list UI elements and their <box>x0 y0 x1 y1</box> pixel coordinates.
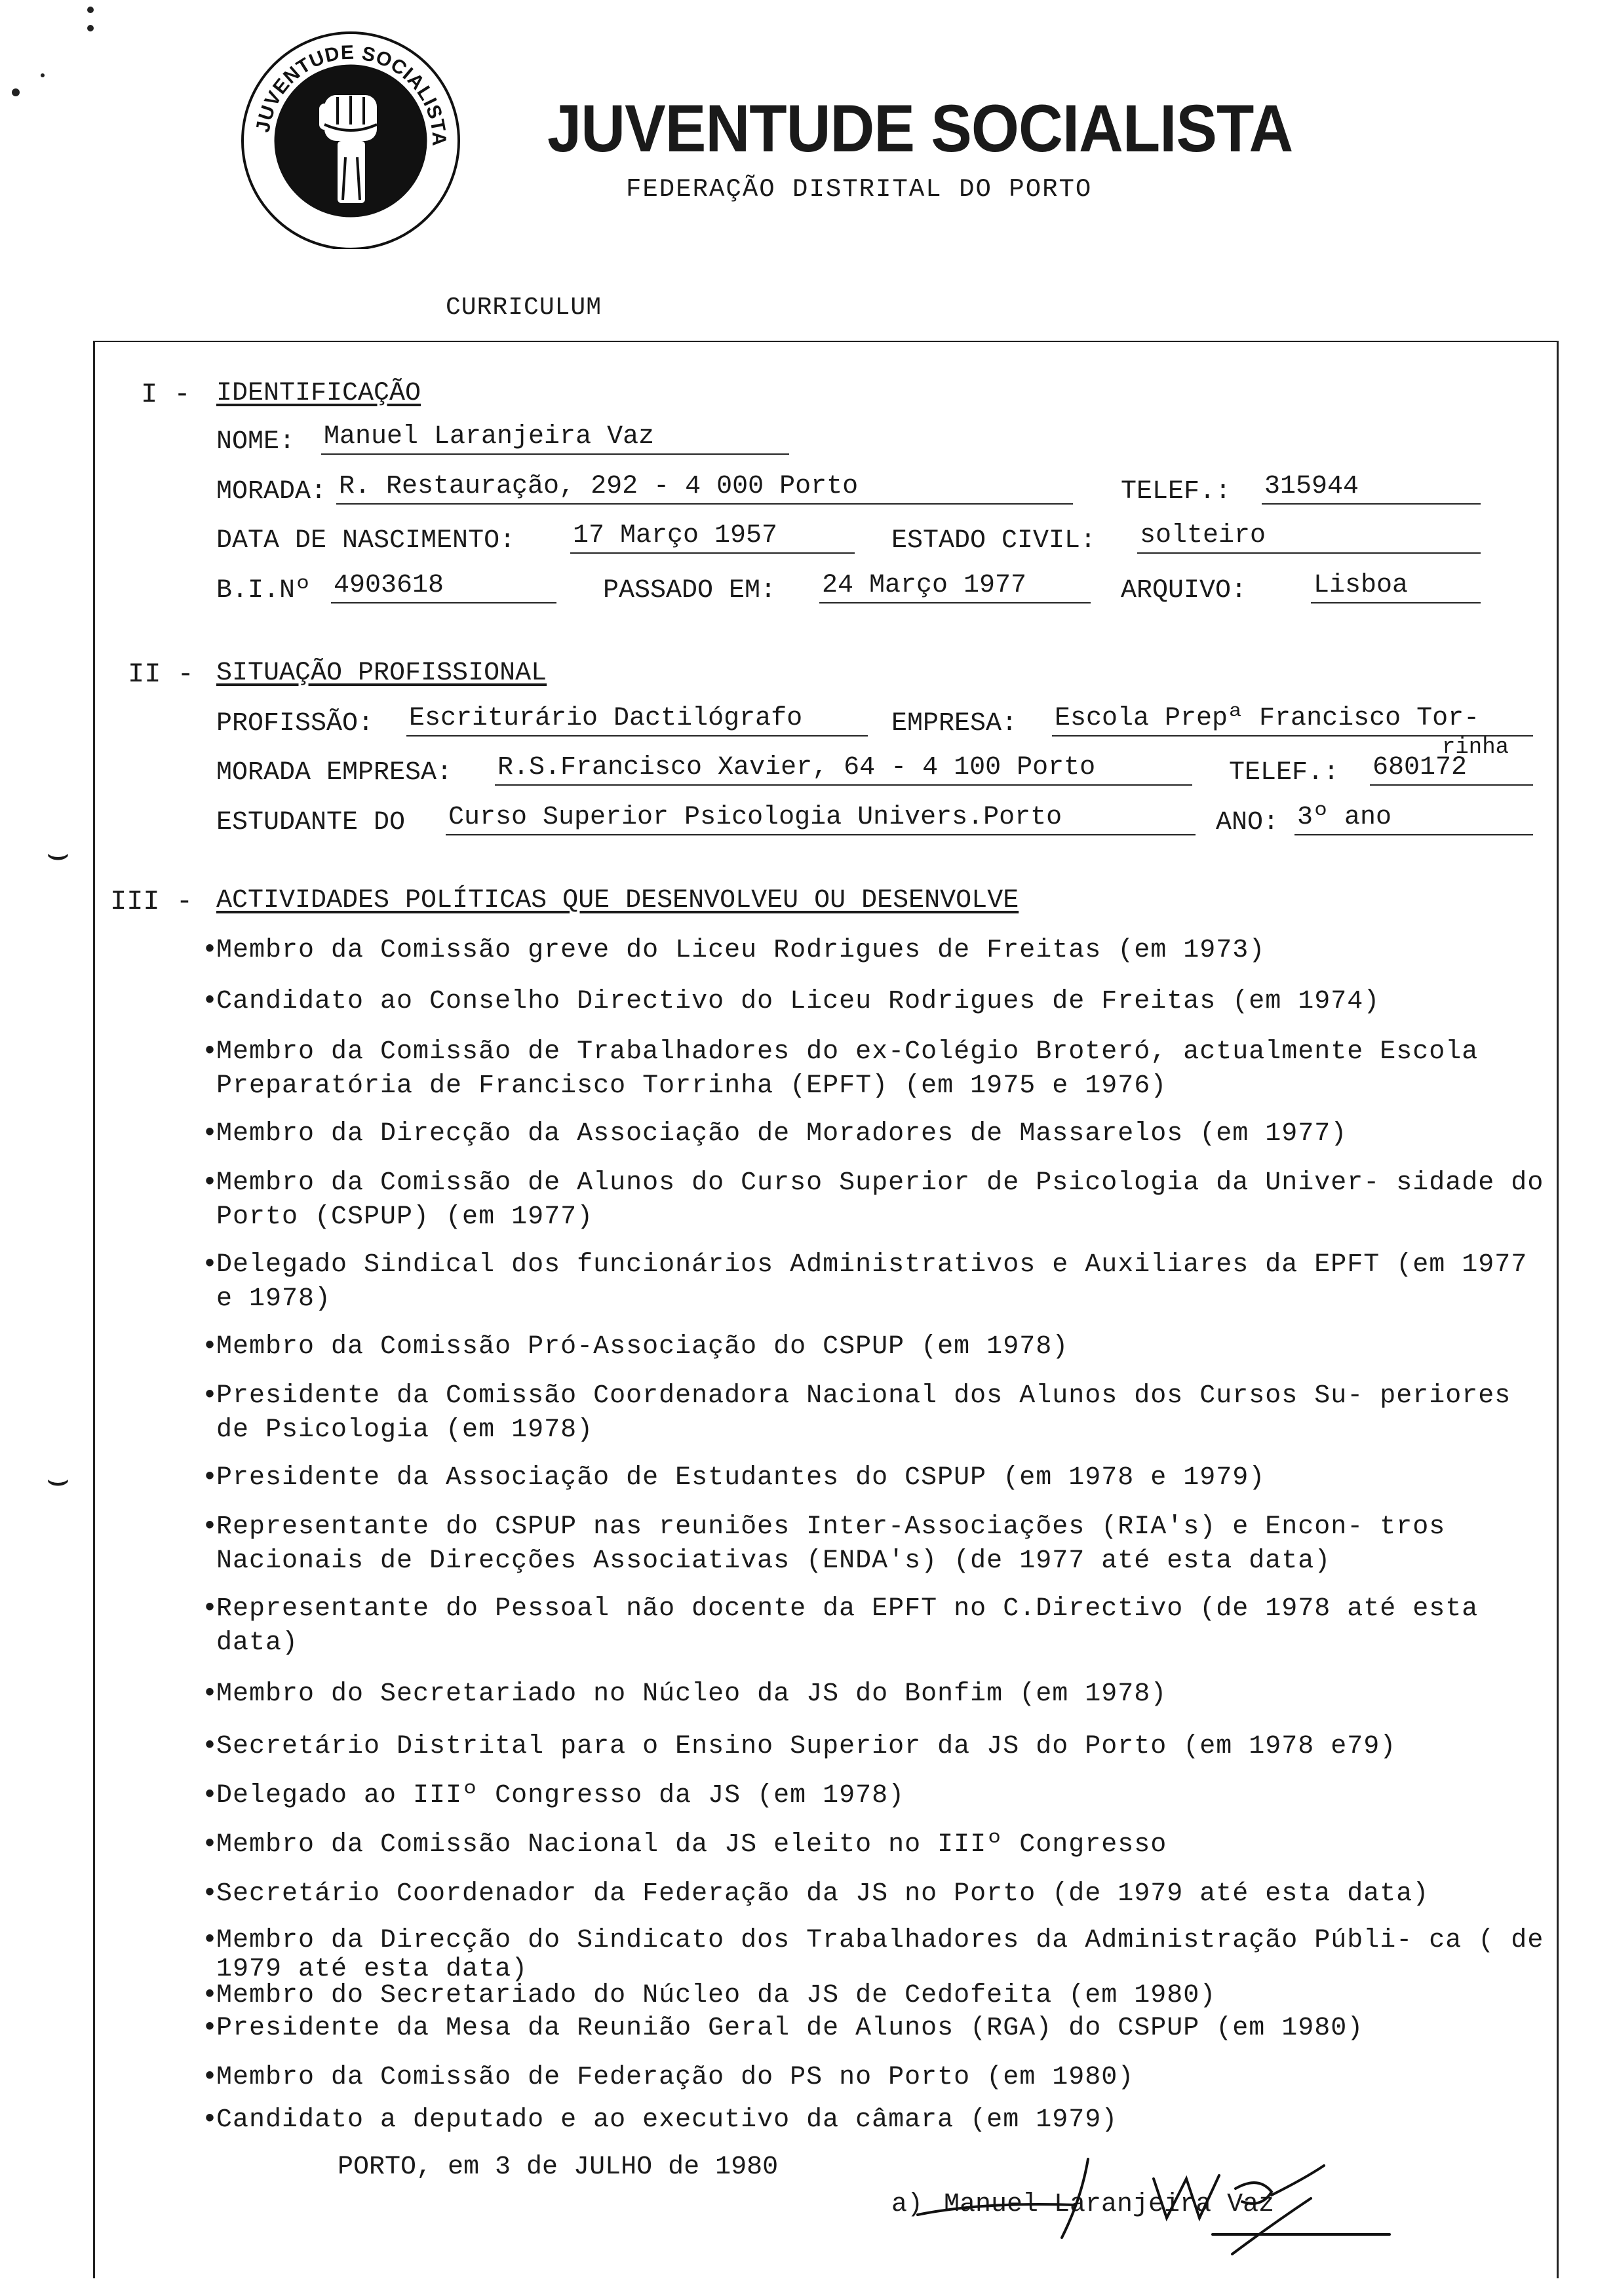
org-subtitle: FEDERAÇÃO DISTRITAL DO PORTO <box>626 175 1093 204</box>
estado-civil-field: solteiro <box>1137 520 1481 554</box>
bullet: • <box>202 1332 219 1362</box>
list-item-text: Membro da Direcção da Associação de Moradores de Massarelos (em 1977) <box>216 1119 1348 1149</box>
place-date: PORTO, em 3 de JULHO de 1980 <box>338 2152 779 2182</box>
list-item <box>202 1877 1547 1911</box>
list-item-text: Membro do Secretariado no Núcleo da JS do Bonfim (em 1978) <box>216 1679 1167 1709</box>
passado-em-field: 24 Março 1977 <box>819 569 1091 603</box>
list-item <box>202 1677 1547 1712</box>
section-title: IDENTIFICAÇÃO <box>216 379 421 408</box>
field-label: ARQUIVO: <box>1121 576 1247 605</box>
list-item <box>202 2061 1547 2095</box>
field-label: PASSADO EM: <box>603 576 777 605</box>
list-item <box>202 1248 1547 1316</box>
bullet: • <box>202 1830 219 1860</box>
speck-mark <box>87 7 94 13</box>
bullet: • <box>202 1119 219 1149</box>
bullet: • <box>202 1463 219 1493</box>
list-item-text: Membro da Comissão de Trabalhadores do ex-Colégio Broteró, actualmente Escola Preparatória de Francisco Torrinha (EPFT) (em 1975 e 1976) <box>216 1037 1479 1101</box>
bi-field: 4903618 <box>331 569 556 603</box>
bullet: • <box>202 1250 219 1280</box>
handwritten-signature <box>905 2139 1403 2264</box>
field-label: TELEF.: <box>1121 477 1232 507</box>
bullet: • <box>202 1381 219 1411</box>
list-item-text: Membro da Comissão de Alunos do Curso Superior de Psicologia da Univer- sidade do Porto (CSPUP) (em 1977) <box>216 1168 1544 1232</box>
list-item-text: Membro da Comissão Pró-Associação do CSPUP (em 1978) <box>216 1332 1069 1362</box>
field-label: B.I.Nº <box>216 576 311 605</box>
signature-label: a) <box>891 2190 924 2219</box>
margin-tick-mark: ⌣ <box>46 1458 70 1501</box>
section-title: SITUAÇÃO PROFISSIONAL <box>216 659 547 688</box>
field-label: EMPRESA: <box>891 709 1018 738</box>
list-item-text: Membro do Secretariado do Núcleo da JS de Cedofeita (em 1980) <box>216 1981 1216 2010</box>
list-item <box>202 985 1547 1019</box>
list-item <box>202 934 1547 968</box>
nome-field: Manuel Laranjeira Vaz <box>321 421 789 455</box>
list-item-text: Membro da Comissão de Federação do PS no Porto (em 1980) <box>216 2063 1135 2092</box>
arquivo-field: Lisboa <box>1311 569 1481 603</box>
field-label: DATA DE NASCIMENTO: <box>216 526 516 556</box>
list-item <box>202 2103 1547 2137</box>
bullet: • <box>202 2014 219 2043</box>
field-label: ESTADO CIVIL: <box>891 526 1097 556</box>
speck-mark <box>12 88 20 96</box>
list-item <box>202 1828 1547 1862</box>
profissao-field: Escriturário Dactilógrafo <box>406 702 868 737</box>
list-item-text: Representante do CSPUP nas reuniões Inter-Associações (RIA's) e Encon- tros Nacionais de Direcções Associativas (ENDA's) (de 1977 até esta data) <box>216 1512 1446 1576</box>
telef-empresa-field: 680172 <box>1370 752 1533 786</box>
signature-name: Manuel Laranjeira Vaz <box>944 2190 1275 2219</box>
fist-logo-icon <box>233 26 469 249</box>
list-item-text: Secretário Distrital para o Ensino Superior da JS do Porto (em 1978 e79) <box>216 1732 1397 1761</box>
list-item-text: Secretário Coordenador da Federação da JS no Porto (de 1979 até esta data) <box>216 1879 1430 1909</box>
list-item-text: Presidente da Associação de Estudantes do CSPUP (em 1978 e 1979) <box>216 1463 1266 1493</box>
margin-tick-mark: ⌣ <box>46 832 70 875</box>
list-item-text: Presidente da Mesa da Reunião Geral de Alunos (RGA) do CSPUP (em 1980) <box>216 2014 1364 2043</box>
bullet: • <box>202 1781 219 1810</box>
field-label: TELEF.: <box>1229 758 1340 788</box>
section-number: II - <box>128 659 194 690</box>
bullet: • <box>202 987 219 1016</box>
bullet: • <box>202 1879 219 1909</box>
bullet: • <box>202 1168 219 1198</box>
field-label: NOME: <box>216 427 296 457</box>
field-label: ANO: <box>1216 808 1279 837</box>
list-item <box>202 1461 1547 1495</box>
speck-mark <box>41 73 45 77</box>
bullet: • <box>202 1594 219 1624</box>
speck-mark <box>87 25 94 31</box>
estudante-field: Curso Superior Psicologia Univers.Porto <box>446 801 1196 835</box>
list-item <box>202 1330 1547 1364</box>
bullet: • <box>202 1037 219 1067</box>
list-item <box>202 1730 1547 1764</box>
empresa-continuation: rinha <box>1442 735 1509 760</box>
list-item-text: Membro da Comissão greve do Liceu Rodrigues de Freitas (em 1973) <box>216 936 1266 965</box>
morada-field: R. Restauração, 292 - 4 000 Porto <box>336 470 1073 505</box>
empresa-field: Escola Prepª Francisco Tor- <box>1052 702 1533 737</box>
list-item-text: Membro da Direcção do Sindicato dos Trabalhadores da Administração Públi- ca ( de 1979 até esta data) <box>216 1926 1544 1984</box>
list-item <box>202 2012 1547 2046</box>
section-title: ACTIVIDADES POLÍTICAS QUE DESENVOLVEU OU DESENVOLVE <box>216 886 1019 915</box>
ano-field: 3º ano <box>1294 801 1533 835</box>
list-item <box>202 1926 1547 1984</box>
document-title: CURRICULUM <box>446 294 602 322</box>
list-item-text: Representante do Pessoal não docente da EPFT no C.Directivo (de 1978 até esta data) <box>216 1594 1479 1658</box>
bullet: • <box>202 1981 219 2010</box>
bullet: • <box>202 936 219 965</box>
list-item <box>202 1979 1547 2013</box>
list-item <box>202 1166 1547 1234</box>
list-item-text: Membro da Comissão Nacional da JS eleito no IIIº Congresso <box>216 1830 1167 1860</box>
bullet: • <box>202 1732 219 1761</box>
bullet: • <box>202 1679 219 1709</box>
section-number: III - <box>110 886 193 917</box>
bullet: • <box>202 1926 219 1955</box>
bullet: • <box>202 2105 219 2135</box>
list-item <box>202 1592 1547 1660</box>
field-label: MORADA EMPRESA: <box>216 758 453 788</box>
list-item-text: Delegado Sindical dos funcionários Administrativos e Auxiliares da EPFT (em 1977 e 1978) <box>216 1250 1528 1314</box>
logo-ring-text: JUVENTUDE SOCIALISTA <box>252 41 450 147</box>
bullet: • <box>202 1512 219 1542</box>
org-name: JUVENTUDE SOCIALISTA <box>547 91 1293 166</box>
nascimento-field: 17 Março 1957 <box>570 520 855 554</box>
section-number: I - <box>141 379 191 410</box>
list-item <box>202 1510 1547 1578</box>
field-label: ESTUDANTE DO <box>216 808 406 837</box>
list-item-text: Candidato a deputado e ao executivo da câmara (em 1979) <box>216 2105 1118 2135</box>
list-item <box>202 1117 1547 1151</box>
list-item <box>202 1379 1547 1447</box>
list-item <box>202 1779 1547 1813</box>
morada-empresa-field: R.S.Francisco Xavier, 64 - 4 100 Porto <box>495 752 1192 786</box>
list-item-text: Presidente da Comissão Coordenadora Nacional dos Alunos dos Cursos Su- periores de Psicologia (em 1978) <box>216 1381 1511 1445</box>
list-item-text: Delegado ao IIIº Congresso da JS (em 1978) <box>216 1781 905 1810</box>
list-item-text: Candidato ao Conselho Directivo do Liceu Rodrigues de Freitas (em 1974) <box>216 987 1380 1016</box>
list-item <box>202 1035 1547 1103</box>
telef-field: 315944 <box>1262 470 1481 505</box>
field-label: PROFISSÃO: <box>216 709 374 738</box>
bullet: • <box>202 2063 219 2092</box>
field-label: MORADA: <box>216 477 327 507</box>
